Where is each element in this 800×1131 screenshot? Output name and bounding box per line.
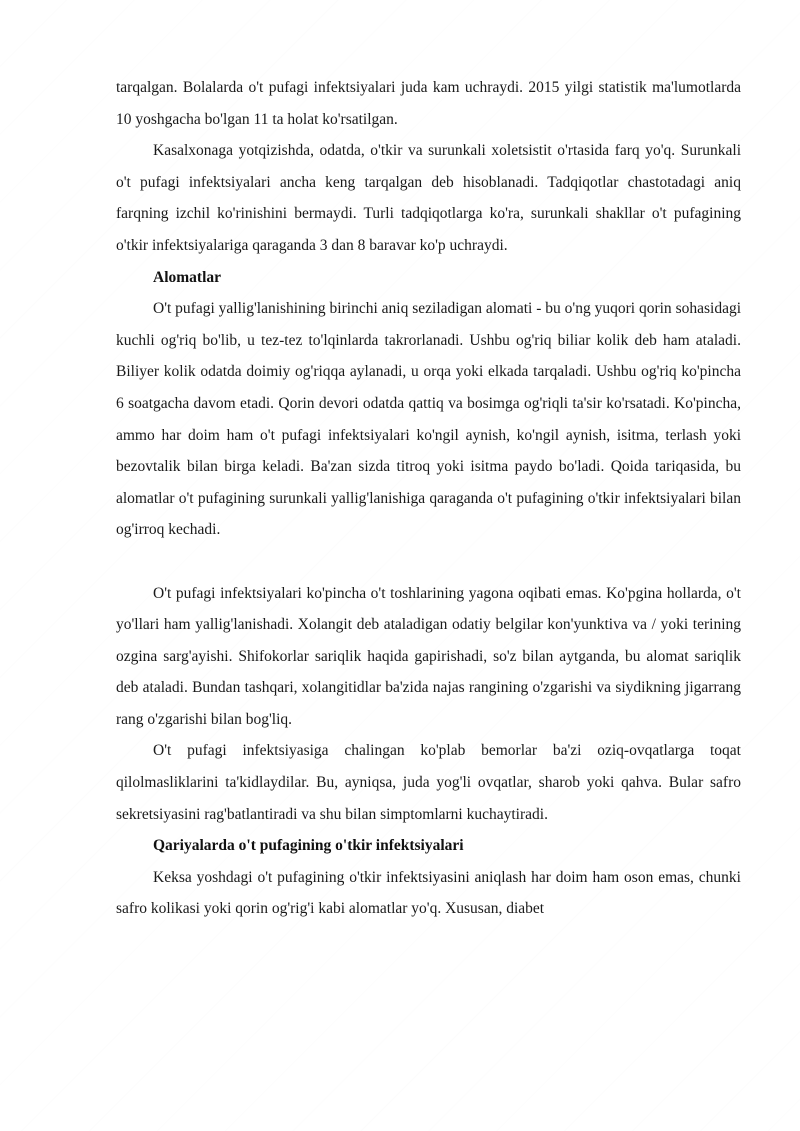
heading-elderly: Qariyalarda o't pufagining o'tkir infektsiyalari bbox=[153, 837, 464, 855]
paragraph-cholangitis: O't pufagi infektsiyalari ko'pincha o't toshlarining yagona oqibati emas. Ko'pgina hollarda, o't yo'llari ham yallig'lanishadi. Xolangit deb ataladigan odatiy belgilar kon'yunktiva va / yoki terining ozgina sarg'ayishi. Shifokorlar sariqlik haqida gapirishadi, so'z bilan aytganda, bu alomat sariqlik deb ataladi. Bundan tashqari, xolangitidlar ba'zida najas rangining o'zgarishi va siydikning jigarrang rang o'zgarishi bilan bog'liq. bbox=[116, 584, 741, 728]
paragraph-symptoms: O't pufagi yallig'lanishining birinchi aniq seziladigan alomati - bu o'ng yuqori qorin sohasidagi kuchli og'riq bo'lib, u tez-tez to'lqinlarda takrorlanadi. Ushbu og'riq biliar kolik deb ham ataladi. Biliyer kolik odatda doimiy og'riqqa aylanadi, u orqa yoki elkada tarqaladi. Ushbu og'riq ko'pincha 6 soatgacha davom etadi. Qorin devori odatda qattiq va bosimga og'riqli ta'sir ko'rsatadi. Ko'pincha, ammo har doim ham o't pufagi infektsiyalari ko'ngil aynish, ko'ngil aynish, isitma, terlash yoki bezovtalik bilan birga keladi. Ba'zan sizda titroq yoki isitma paydo bo'ladi. Qoida tariqasida, bu alomatlar o't pufagining surunkali yallig'lanishiga qaraganda o't pufagining o'tkir infektsiyalari bilan og'irroq kechadi. bbox=[116, 300, 741, 539]
paragraph-elderly: Keksa yoshdagi o't pufagining o'tkir infektsiyasini aniqlash har doim ham oson emas, chunki safro kolikasi yoki qorin og'rig'i kabi alomatlar yo'q. Xususan, diabet bbox=[116, 868, 741, 918]
document-body bbox=[116, 72, 741, 925]
heading-symptoms: Alomatlar bbox=[153, 268, 222, 286]
paragraph-continuation: tarqalgan. Bolalarda o't pufagi infektsiyalari juda kam uchraydi. 2015 yilgi statistik ma'lumotlarda 10 yoshgacha bo'lgan 11 ta holat ko'rsatilgan. bbox=[116, 79, 741, 128]
blank-line bbox=[116, 546, 741, 578]
paragraph-food-intolerance: O't pufagi infektsiyasiga chalingan ko'plab bemorlar ba'zi oziq-ovqatlarga toqat qilolmasliklarini ta'kidlaydilar. Bu, ayniqsa, juda yog'li ovqatlar, sharob yoki qahva. Bular safro sekretsiyasini rag'batlantiradi va shu bilan simptomlarni kuchaytiradi. bbox=[116, 742, 741, 823]
paragraph-hospitalization: Kasalxonaga yotqizishda, odatda, o'tkir va surunkali xoletsistit o'rtasida farq yo'q. Surunkali o't pufagi infektsiyalari ancha keng tarqalgan deb hisoblanadi. Tadqiqotlar chastotadagi aniq farqning izchil ko'rinishini bermaydi. Turli tadqiqotlarga ko'ra, surunkali shakllar o't pufagining o'tkir infektsiyalariga qaraganda 3 dan 8 baravar ko'p uchraydi. bbox=[116, 142, 741, 254]
